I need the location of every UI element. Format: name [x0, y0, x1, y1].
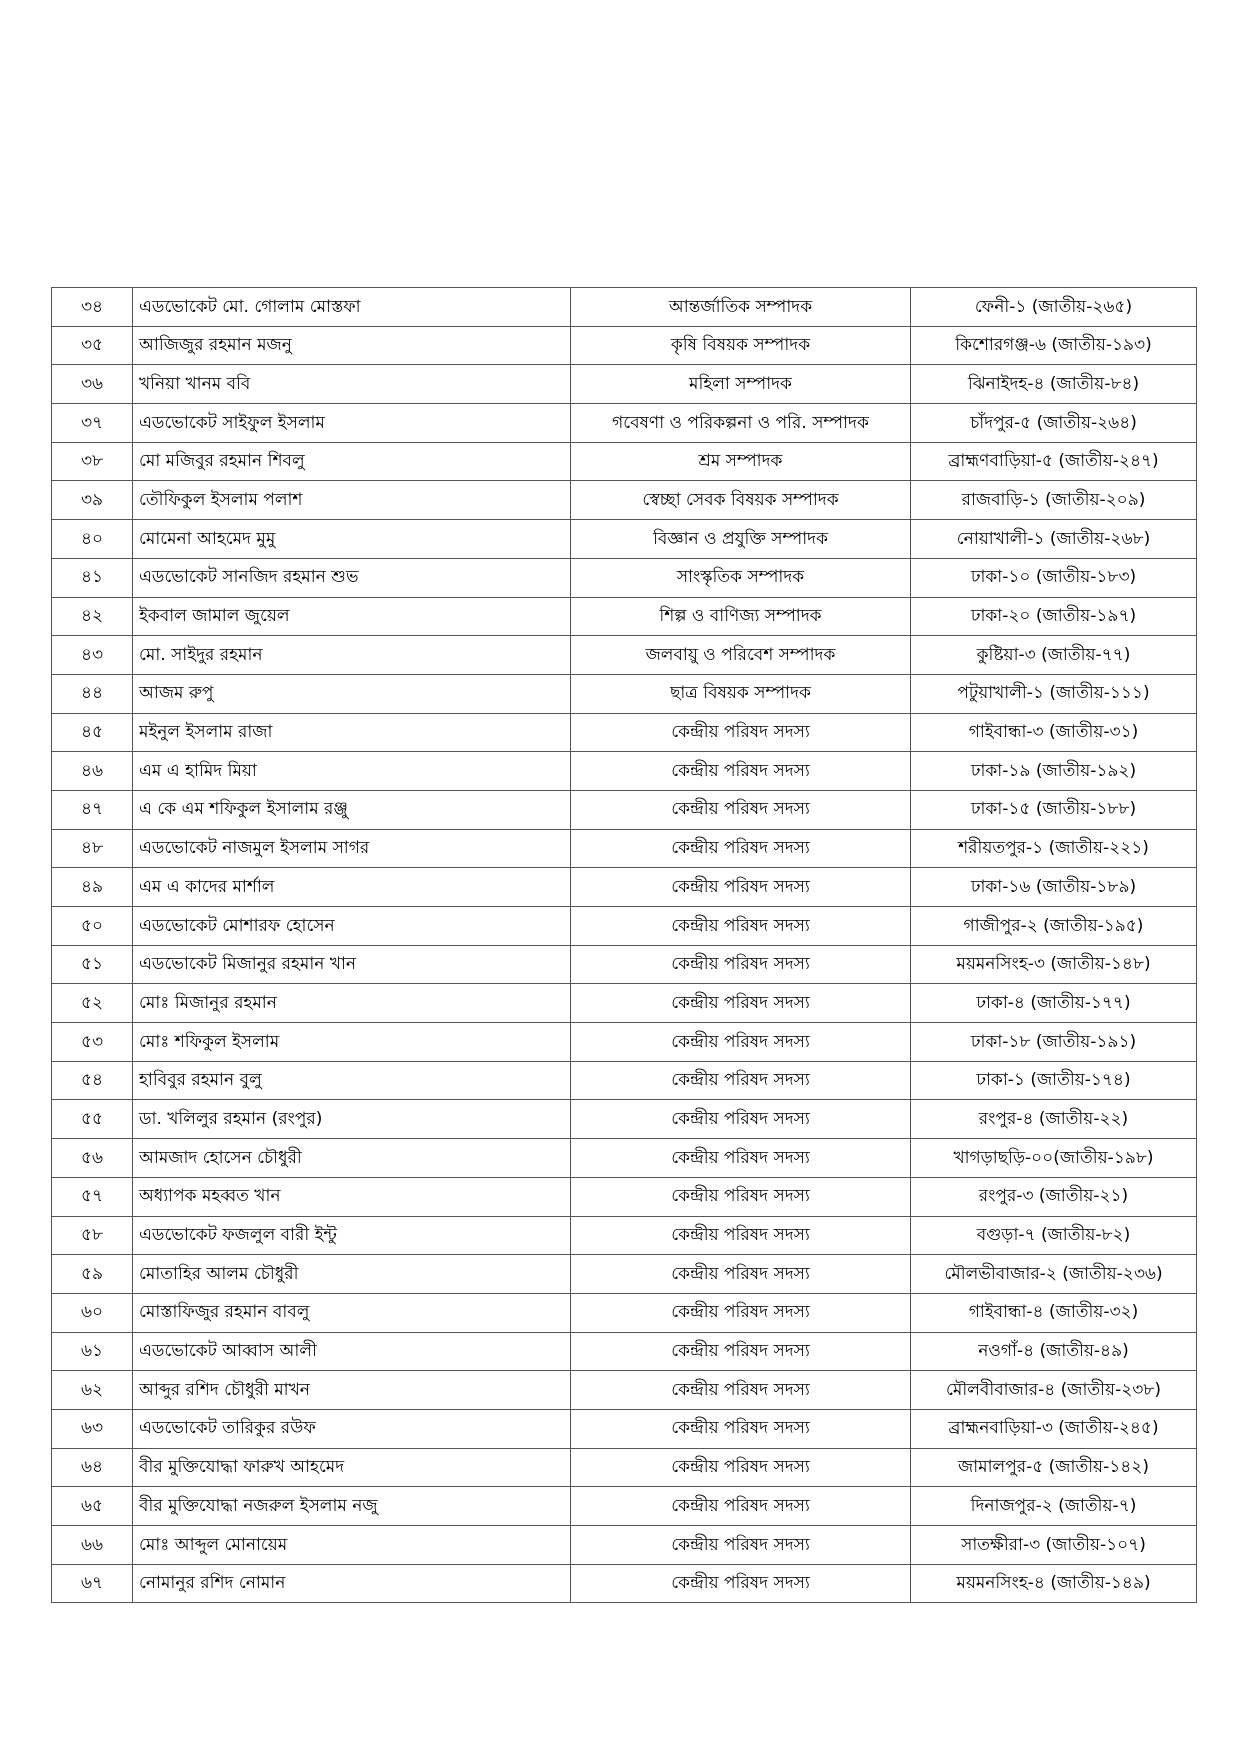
name-cell: আব্দুর রশিদ চৌধুরী মাখন: [133, 1371, 571, 1410]
constituency-cell: ঢাকা-২০ (জাতীয়-১৯৭): [911, 597, 1197, 636]
serial-number-cell: ৩৮: [52, 442, 133, 481]
table-row: [52, 442, 1197, 481]
table-row: [52, 1448, 1197, 1487]
designation-cell: ছাত্র বিষয়ক সম্পাদক: [571, 674, 911, 713]
table-row: [52, 907, 1197, 946]
designation-cell: আন্তর্জাতিক সম্পাদক: [571, 288, 911, 327]
name-cell: তৌফিকুল ইসলাম পলাশ: [133, 481, 571, 520]
table-row: [52, 1371, 1197, 1410]
name-cell: ডা. খলিলুর রহমান (রংপুর): [133, 1100, 571, 1139]
constituency-cell: চাঁদপুর-৫ (জাতীয়-২৬৪): [911, 404, 1197, 443]
designation-cell: কেন্দ্রীয় পরিষদ সদস্য: [571, 1100, 911, 1139]
designation-cell: কেন্দ্রীয় পরিষদ সদস্য: [571, 1487, 911, 1526]
table-row: [52, 1526, 1197, 1565]
constituency-cell: কুষ্টিয়া-৩ (জাতীয়-৭৭): [911, 636, 1197, 675]
name-cell: মো. সাইদুর রহমান: [133, 636, 571, 675]
serial-number-cell: ৪৭: [52, 790, 133, 829]
designation-cell: কেন্দ্রীয় পরিষদ সদস্য: [571, 1061, 911, 1100]
constituency-cell: গাইবান্ধা-৪ (জাতীয়-৩২): [911, 1293, 1197, 1332]
table-row: [52, 1293, 1197, 1332]
designation-cell: কেন্দ্রীয় পরিষদ সদস্য: [571, 1177, 911, 1216]
designation-cell: গবেষণা ও পরিকল্পনা ও পরি. সম্পাদক: [571, 404, 911, 443]
table-row: [52, 868, 1197, 907]
serial-number-cell: ৬০: [52, 1293, 133, 1332]
table-row: [52, 1332, 1197, 1371]
serial-number-cell: ৬৭: [52, 1564, 133, 1603]
constituency-cell: মৌলবীবাজার-৪ (জাতীয়-২৩৮): [911, 1371, 1197, 1410]
constituency-cell: ঢাকা-১৫ (জাতীয়-১৮৮): [911, 790, 1197, 829]
serial-number-cell: ৪৮: [52, 829, 133, 868]
designation-cell: বিজ্ঞান ও প্রযুক্তি সম্পাদক: [571, 520, 911, 559]
table-row: [52, 558, 1197, 597]
serial-number-cell: ৪২: [52, 597, 133, 636]
table-row: [52, 945, 1197, 984]
serial-number-cell: ৩৫: [52, 326, 133, 365]
serial-number-cell: ৫১: [52, 945, 133, 984]
member-table: [51, 287, 1197, 1603]
designation-cell: স্বেচ্ছা সেবক বিষয়ক সম্পাদক: [571, 481, 911, 520]
constituency-cell: নওগাঁ-৪ (জাতীয়-৪৯): [911, 1332, 1197, 1371]
constituency-cell: নোয়াখালী-১ (জাতীয়-২৬৮): [911, 520, 1197, 559]
constituency-cell: রংপুর-৩ (জাতীয়-২১): [911, 1177, 1197, 1216]
name-cell: মোমেনা আহমেদ মুমু: [133, 520, 571, 559]
table-row: [52, 752, 1197, 791]
name-cell: এ কে এম শফিকুল ইসালাম রঞ্জু: [133, 790, 571, 829]
table-row: [52, 1255, 1197, 1294]
table-row: [52, 1100, 1197, 1139]
constituency-cell: রাজবাড়ি-১ (জাতীয়-২০৯): [911, 481, 1197, 520]
designation-cell: শ্রম সম্পাদক: [571, 442, 911, 481]
name-cell: নোমানুর রশিদ নোমান: [133, 1564, 571, 1603]
table-row: [52, 365, 1197, 404]
name-cell: আজম রুপু: [133, 674, 571, 713]
name-cell: মোঃ মিজানুর রহমান: [133, 984, 571, 1023]
serial-number-cell: ৫৪: [52, 1061, 133, 1100]
designation-cell: কেন্দ্রীয় পরিষদ সদস্য: [571, 868, 911, 907]
table-row: [52, 636, 1197, 675]
serial-number-cell: ৩৭: [52, 404, 133, 443]
constituency-cell: গাজীপুর-২ (জাতীয়-১৯৫): [911, 907, 1197, 946]
designation-cell: কেন্দ্রীয় পরিষদ সদস্য: [571, 907, 911, 946]
serial-number-cell: ৪৯: [52, 868, 133, 907]
constituency-cell: ঝিনাইদহ-৪ (জাতীয়-৮৪): [911, 365, 1197, 404]
constituency-cell: পটুয়াখালী-১ (জাতীয়-১১১): [911, 674, 1197, 713]
constituency-cell: সাতক্ষীরা-৩ (জাতীয়-১০৭): [911, 1526, 1197, 1565]
serial-number-cell: ৪৫: [52, 713, 133, 752]
designation-cell: সাংস্কৃতিক সম্পাদক: [571, 558, 911, 597]
name-cell: মোতাহির আলম চৌধুরী: [133, 1255, 571, 1294]
constituency-cell: ব্রাহ্মনবাড়িয়া-৩ (জাতীয়-২৪৫): [911, 1409, 1197, 1448]
name-cell: এডভোকেট তারিকুর রউফ: [133, 1409, 571, 1448]
name-cell: মইনুল ইসলাম রাজা: [133, 713, 571, 752]
designation-cell: কেন্দ্রীয় পরিষদ সদস্য: [571, 1564, 911, 1603]
constituency-cell: মৌলভীবাজার-২ (জাতীয়-২৩৬): [911, 1255, 1197, 1294]
constituency-cell: ঢাকা-১৬ (জাতীয়-১৮৯): [911, 868, 1197, 907]
table-row: [52, 674, 1197, 713]
table-row: [52, 829, 1197, 868]
designation-cell: কেন্দ্রীয় পরিষদ সদস্য: [571, 790, 911, 829]
name-cell: এম এ কাদের মার্শাল: [133, 868, 571, 907]
name-cell: মোস্তাফিজুর রহমান বাবলু: [133, 1293, 571, 1332]
table-row: [52, 326, 1197, 365]
table-row: [52, 1564, 1197, 1603]
table-row: [52, 984, 1197, 1023]
constituency-cell: ঢাকা-১৮ (জাতীয়-১৯১): [911, 1023, 1197, 1062]
name-cell: মোঃ আব্দুল মোনায়েম: [133, 1526, 571, 1565]
name-cell: এডভোকেট আব্বাস আলী: [133, 1332, 571, 1371]
table-row: [52, 1216, 1197, 1255]
table-row: [52, 1139, 1197, 1178]
constituency-cell: গাইবান্ধা-৩ (জাতীয়-৩১): [911, 713, 1197, 752]
table-row: [52, 790, 1197, 829]
serial-number-cell: ৪৩: [52, 636, 133, 675]
name-cell: এডভোকেট মোশারফ হোসেন: [133, 907, 571, 946]
serial-number-cell: ৪০: [52, 520, 133, 559]
constituency-cell: ব্রাহ্মণবাড়িয়া-৫ (জাতীয়-২৪৭): [911, 442, 1197, 481]
designation-cell: কেন্দ্রীয় পরিষদ সদস্য: [571, 1139, 911, 1178]
constituency-cell: ঢাকা-১ (জাতীয়-১৭৪): [911, 1061, 1197, 1100]
name-cell: এম এ হামিদ মিয়া: [133, 752, 571, 791]
name-cell: মো মজিবুর রহমান শিবলু: [133, 442, 571, 481]
name-cell: এডভোকেট মো. গোলাম মোস্তফা: [133, 288, 571, 327]
serial-number-cell: ৬৫: [52, 1487, 133, 1526]
serial-number-cell: ৬১: [52, 1332, 133, 1371]
serial-number-cell: ৫০: [52, 907, 133, 946]
designation-cell: কেন্দ্রীয় পরিষদ সদস্য: [571, 1255, 911, 1294]
serial-number-cell: ৬৬: [52, 1526, 133, 1565]
designation-cell: কেন্দ্রীয় পরিষদ সদস্য: [571, 1023, 911, 1062]
constituency-cell: দিনাজপুর-২ (জাতীয়-৭): [911, 1487, 1197, 1526]
serial-number-cell: ৬৩: [52, 1409, 133, 1448]
constituency-cell: ঢাকা-৪ (জাতীয়-১৭৭): [911, 984, 1197, 1023]
designation-cell: কেন্দ্রীয় পরিষদ সদস্য: [571, 984, 911, 1023]
name-cell: ইকবাল জামাল জুয়েল: [133, 597, 571, 636]
designation-cell: কেন্দ্রীয় পরিষদ সদস্য: [571, 1409, 911, 1448]
constituency-cell: বগুড়া-৭ (জাতীয়-৮২): [911, 1216, 1197, 1255]
table-row: [52, 481, 1197, 520]
name-cell: বীর মুক্তিযোদ্ধা নজরুল ইসলাম নজু: [133, 1487, 571, 1526]
serial-number-cell: ৪৪: [52, 674, 133, 713]
constituency-cell: কিশোরগঞ্জ-৬ (জাতীয়-১৯৩): [911, 326, 1197, 365]
serial-number-cell: ৫৩: [52, 1023, 133, 1062]
name-cell: এডভোকেট মিজানুর রহমান খান: [133, 945, 571, 984]
table-row: [52, 1061, 1197, 1100]
constituency-cell: খাগড়াছড়ি-০০(জাতীয়-১৯৮): [911, 1139, 1197, 1178]
serial-number-cell: ৫২: [52, 984, 133, 1023]
constituency-cell: ময়মনসিংহ-৩ (জাতীয়-১৪৮): [911, 945, 1197, 984]
designation-cell: মহিলা সম্পাদক: [571, 365, 911, 404]
designation-cell: কৃষি বিষয়ক সম্পাদক: [571, 326, 911, 365]
table-row: [52, 288, 1197, 327]
serial-number-cell: ৫৮: [52, 1216, 133, 1255]
designation-cell: কেন্দ্রীয় পরিষদ সদস্য: [571, 1526, 911, 1565]
serial-number-cell: ৩৬: [52, 365, 133, 404]
constituency-cell: ময়মনসিংহ-৪ (জাতীয়-১৪৯): [911, 1564, 1197, 1603]
serial-number-cell: ৬৪: [52, 1448, 133, 1487]
name-cell: হাবিবুর রহমান বুলু: [133, 1061, 571, 1100]
table-row: [52, 1177, 1197, 1216]
name-cell: এডভোকেট সানজিদ রহমান শুভ: [133, 558, 571, 597]
name-cell: মোঃ শফিকুল ইসলাম: [133, 1023, 571, 1062]
name-cell: খনিয়া খানম ববি: [133, 365, 571, 404]
designation-cell: শিল্প ও বাণিজ্য সম্পাদক: [571, 597, 911, 636]
name-cell: অধ্যাপক মহব্বত খান: [133, 1177, 571, 1216]
constituency-cell: শরীয়তপুর-১ (জাতীয়-২২১): [911, 829, 1197, 868]
table-body: [52, 288, 1197, 1603]
table-row: [52, 1487, 1197, 1526]
designation-cell: জলবায়ু ও পরিবেশ সম্পাদক: [571, 636, 911, 675]
serial-number-cell: ৪৬: [52, 752, 133, 791]
serial-number-cell: ৫৭: [52, 1177, 133, 1216]
serial-number-cell: ৫৫: [52, 1100, 133, 1139]
designation-cell: কেন্দ্রীয় পরিষদ সদস্য: [571, 1371, 911, 1410]
serial-number-cell: ৪১: [52, 558, 133, 597]
designation-cell: কেন্দ্রীয় পরিষদ সদস্য: [571, 1332, 911, 1371]
name-cell: আজিজুর রহমান মজনু: [133, 326, 571, 365]
table-row: [52, 1023, 1197, 1062]
table-row: [52, 1409, 1197, 1448]
name-cell: এডভোকেট ফজলুল বারী ইন্টু: [133, 1216, 571, 1255]
serial-number-cell: ৩৪: [52, 288, 133, 327]
constituency-cell: ঢাকা-১৯ (জাতীয়-১৯২): [911, 752, 1197, 791]
designation-cell: কেন্দ্রীয় পরিষদ সদস্য: [571, 1293, 911, 1332]
table-row: [52, 404, 1197, 443]
designation-cell: কেন্দ্রীয় পরিষদ সদস্য: [571, 752, 911, 791]
designation-cell: কেন্দ্রীয় পরিষদ সদস্য: [571, 945, 911, 984]
table-row: [52, 713, 1197, 752]
name-cell: বীর মুক্তিযোদ্ধা ফারুখ আহমেদ: [133, 1448, 571, 1487]
table-row: [52, 520, 1197, 559]
table-row: [52, 597, 1197, 636]
name-cell: এডভোকেট সাইফুল ইসলাম: [133, 404, 571, 443]
constituency-cell: ফেনী-১ (জাতীয়-২৬৫): [911, 288, 1197, 327]
constituency-cell: রংপুর-৪ (জাতীয়-২২): [911, 1100, 1197, 1139]
serial-number-cell: ৬২: [52, 1371, 133, 1410]
name-cell: আমজাদ হোসেন চৌধুরী: [133, 1139, 571, 1178]
designation-cell: কেন্দ্রীয় পরিষদ সদস্য: [571, 713, 911, 752]
name-cell: এডভোকেট নাজমুল ইসলাম সাগর: [133, 829, 571, 868]
designation-cell: কেন্দ্রীয় পরিষদ সদস্য: [571, 1448, 911, 1487]
designation-cell: কেন্দ্রীয় পরিষদ সদস্য: [571, 1216, 911, 1255]
serial-number-cell: ৫৯: [52, 1255, 133, 1294]
constituency-cell: জামালপুর-৫ (জাতীয়-১৪২): [911, 1448, 1197, 1487]
serial-number-cell: ৫৬: [52, 1139, 133, 1178]
constituency-cell: ঢাকা-১০ (জাতীয়-১৮৩): [911, 558, 1197, 597]
serial-number-cell: ৩৯: [52, 481, 133, 520]
designation-cell: কেন্দ্রীয় পরিষদ সদস্য: [571, 829, 911, 868]
